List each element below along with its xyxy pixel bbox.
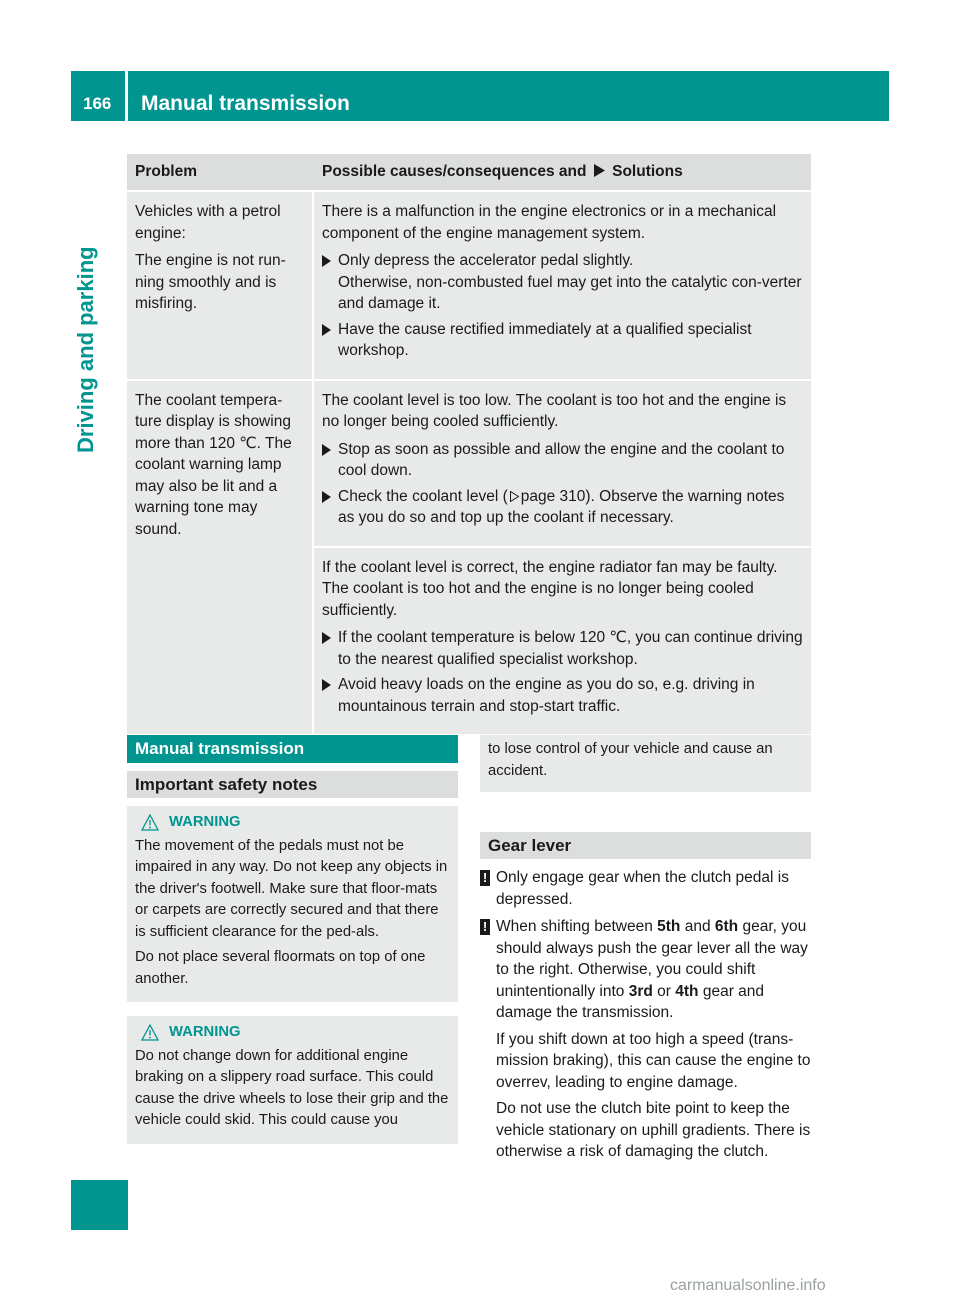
table-header xyxy=(127,154,811,190)
header-solutions xyxy=(314,154,811,190)
troubleshooting-table xyxy=(127,154,811,734)
header-causes-label: Possible causes/consequences and xyxy=(322,163,587,180)
solution-stack xyxy=(314,381,811,735)
problem-text: The engine is not run-ning smoothly and is misfiring. xyxy=(135,252,286,312)
warning-triangle-icon xyxy=(141,814,159,831)
side-tab-marker xyxy=(71,1180,128,1230)
header-title: Manual transmission xyxy=(141,92,350,115)
problem-cell xyxy=(127,192,312,379)
solution-step xyxy=(322,319,803,362)
step-arrow-icon xyxy=(322,324,331,336)
page-ref-link[interactable]: page 310). Observe the warning notes as you do so and top up the coolant if necessary. xyxy=(338,487,785,526)
notice-text: If you shift down at too high a speed (trans-mission braking), this can cause the engine to overrev, leading to engine damage. xyxy=(496,1030,811,1091)
gear-4th: 4th xyxy=(675,982,699,1000)
notice-text-part: gear, you should always push the gear lever all the way to the right. Otherwise, you could shift unintentionally into xyxy=(496,918,808,1000)
step-text: Avoid heavy loads on the engine as you do so, e.g. driving in mountainous terrain and stop-start traffic. xyxy=(338,676,755,715)
left-column xyxy=(127,735,458,1144)
notice-icon: ! xyxy=(480,919,490,935)
step-arrow-icon xyxy=(322,679,331,691)
solution-step xyxy=(322,439,803,482)
step-text: If the coolant temperature is below 120 ℃, you can continue driving to the nearest qualified specialist workshop. xyxy=(338,629,803,668)
right-column xyxy=(480,735,811,1169)
warning-label: WARNING xyxy=(169,814,241,830)
warning-box xyxy=(127,806,458,1002)
notice-text-part: and xyxy=(684,918,711,935)
solution-step xyxy=(322,250,803,315)
gear-6th: 6th xyxy=(714,918,739,935)
section-title: Manual transmission xyxy=(127,735,458,763)
solution-step xyxy=(322,674,803,717)
warning-label: WARNING xyxy=(169,1024,241,1040)
cause-text: There is a malfunction in the engine electronics or in a mechanical component of the engine management system. xyxy=(322,203,777,242)
notice-text-part: or xyxy=(657,982,671,1000)
watermark: carmanualsonline.info xyxy=(670,1277,826,1294)
notice-text: Only engage gear when the clutch pedal is depressed. xyxy=(496,869,789,908)
notice-list xyxy=(480,867,811,1163)
problem-cell xyxy=(127,381,312,735)
step-text: Have the cause rectified immediately at a qualified specialist workshop. xyxy=(338,320,752,359)
step-text-part: Check the coolant level ( xyxy=(338,487,508,505)
solution-step xyxy=(322,486,803,529)
side-tab-label: Driving and parking xyxy=(73,246,98,453)
problem-text: Vehicles with a petrol engine: xyxy=(135,203,281,242)
solution-arrow-icon xyxy=(594,164,605,177)
notice-item xyxy=(480,867,811,910)
warning-triangle-icon xyxy=(141,1024,159,1041)
step-text: Only depress the accelerator pedal slightly. xyxy=(338,252,634,269)
step-arrow-icon xyxy=(322,491,331,503)
cause-text: The coolant level is too low. The coolant is too hot and the engine is no longer being cooled sufficiently. xyxy=(322,391,787,430)
gear-3rd: 3rd xyxy=(628,982,653,1000)
warning-box-continued xyxy=(480,735,811,792)
notice-text xyxy=(496,916,811,1024)
notice-icon: ! xyxy=(480,870,490,886)
solution-step xyxy=(322,627,803,670)
solution-cell xyxy=(314,192,811,379)
header-problem: Problem xyxy=(135,163,198,180)
warning-text: Do not place several floormats on top of one another. xyxy=(135,949,426,987)
step-arrow-icon xyxy=(322,255,331,267)
warning-text: to lose control of your vehicle and cause an accident. xyxy=(488,741,773,779)
page-ref-icon xyxy=(510,491,519,502)
subsection-title: Important safety notes xyxy=(127,771,458,798)
notice-text-part: gear and damage the transmission. xyxy=(496,982,765,1021)
step-text xyxy=(338,486,803,529)
warning-text: The movement of the pedals must not be impaired in any way. Do not keep any objects in the driver's footwell. Make sure that floor-mats or carpets are correctly secured and that there is sufficient clearance for the ped-als. xyxy=(135,837,448,940)
problem-text: The coolant tempera-ture display is showing more than 120 ℃. The coolant warning lamp may also be lit and a warning tone may sound. xyxy=(135,391,292,538)
warning-header xyxy=(135,812,450,834)
solution-cell xyxy=(314,548,811,735)
step-arrow-icon xyxy=(322,444,331,456)
subsection-title: Gear lever xyxy=(480,832,811,859)
step-text: Otherwise, non-combusted fuel may get into the catalytic con-verter and damage it. xyxy=(338,273,802,312)
table-row xyxy=(127,381,811,735)
page-header xyxy=(71,71,889,121)
warning-box xyxy=(127,1016,458,1144)
cause-text: If the coolant level is correct, the engine radiator fan may be faulty. The coolant is too hot and the engine is no longer being cooled sufficiently. xyxy=(322,558,778,619)
gear-5th: 5th xyxy=(657,918,681,935)
header-solutions-label: Solutions xyxy=(612,163,683,180)
step-arrow-icon xyxy=(322,632,331,644)
table-row xyxy=(127,192,811,379)
solution-cell xyxy=(314,381,811,546)
header-separator xyxy=(125,71,128,121)
warning-text: Do not change down for additional engine braking on a slippery road surface. This could cause the drive wheels to lose their grip and the vehicle could skid. This could cause you xyxy=(135,1047,449,1128)
notice-text-part: When shifting between xyxy=(496,918,653,935)
step-text: Stop as soon as possible and allow the engine and the coolant to cool down. xyxy=(338,440,785,479)
notice-text: Do not use the clutch bite point to keep the vehicle stationary on uphill gradients. There is otherwise a risk of damaging the clutch. xyxy=(496,1100,811,1160)
notice-item xyxy=(480,916,811,1163)
warning-header xyxy=(135,1022,450,1044)
page-number: 166 xyxy=(83,94,112,113)
